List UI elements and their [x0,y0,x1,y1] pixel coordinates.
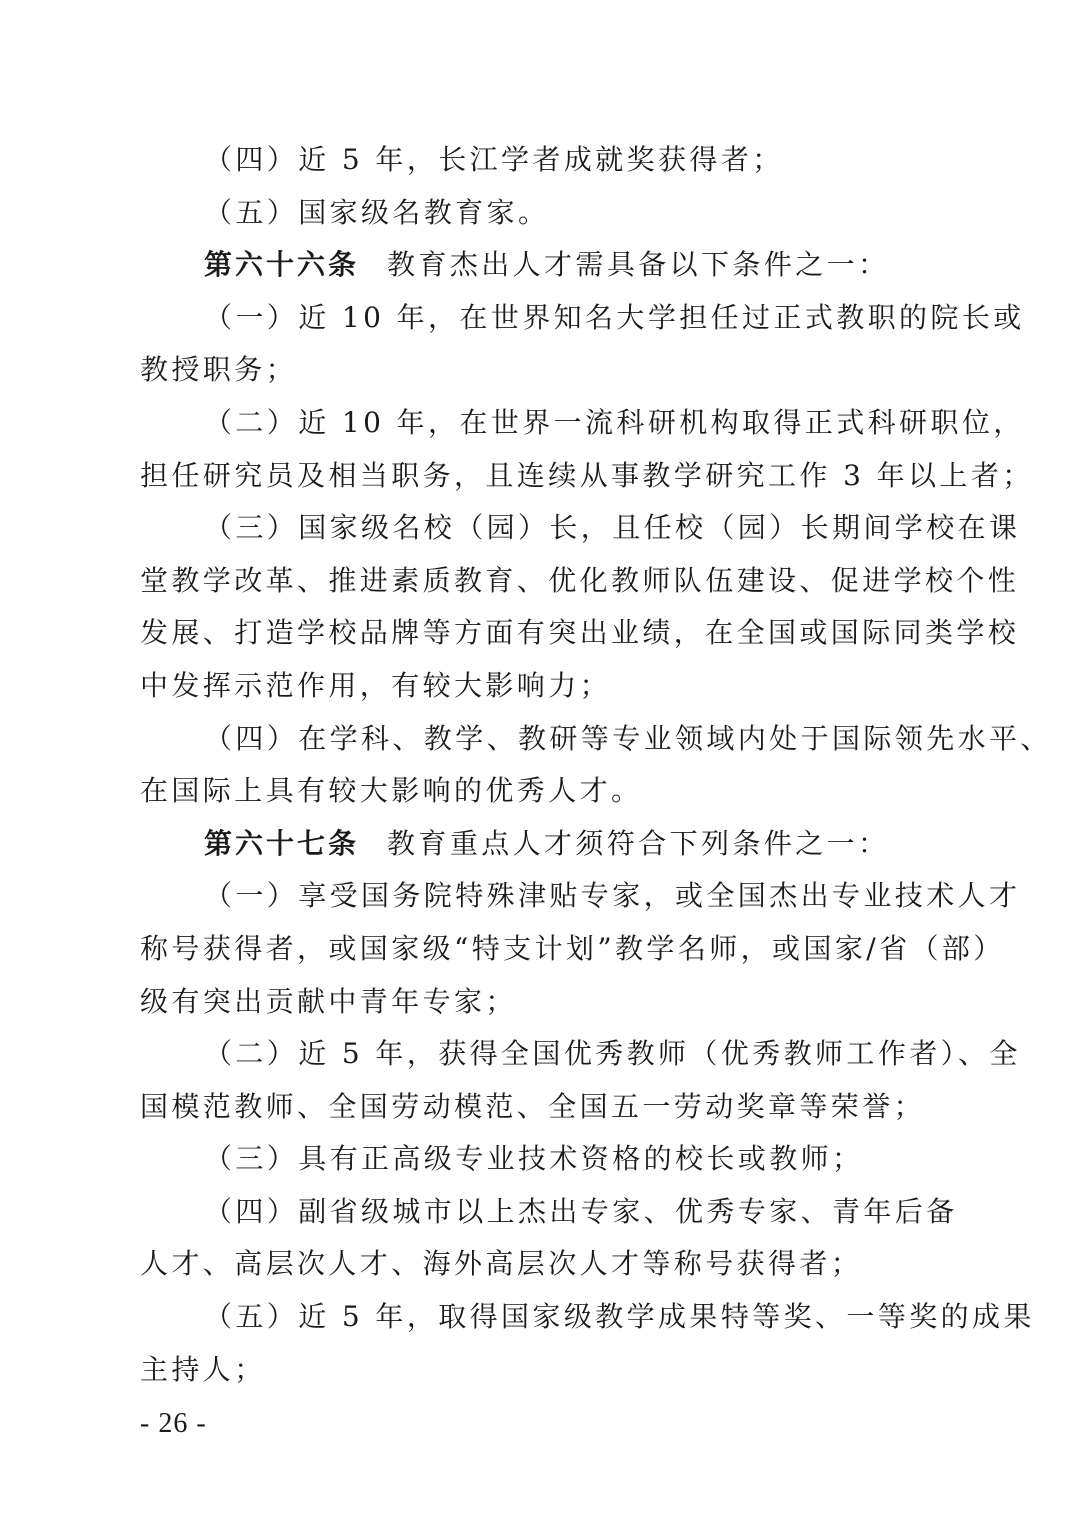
page-number: - 26 - [140,1408,207,1439]
body-text [140,134,1052,1396]
article-heading-67 [140,818,942,871]
article-text: 教育重点人才须符合下列条件之一： [387,826,890,860]
clause-continuation: 发展、打造学校品牌等方面有突出业绩，在全国或国际同类学校 [140,616,1020,650]
clause-line: （二）近 10 年，在世界一流科研机构取得正式科研职位， [204,405,1025,439]
clause-continuation: 担任研究员及相当职务，且连续从事教学研究工作 3 年以上者； [140,458,1034,492]
article-label: 第六十六条 [204,248,360,282]
clause-continuation: 堂教学改革、推进素质教育、优化教师队伍建设、促进学校个性 [140,563,1020,597]
clause-line: （二）近 5 年，获得全国优秀教师（优秀教师工作者）、全 [204,1037,1021,1071]
clause-continuation: 国模范教师、全国劳动模范、全国五一劳动奖章等荣誉； [140,1089,926,1123]
clause-continuation: 中发挥示范作用，有较大影响力； [140,668,612,702]
clause-line: （三）国家级名校（园）长，且任校（园）长期间学校在课 [204,511,1021,545]
clause-continuation: 级有突出贡献中青年专家； [140,984,517,1018]
clause-continuation: 主持人； [140,1352,266,1386]
clause-line: （一）享受国务院特殊津贴专家，或全国杰出专业技术人才 [204,879,1021,913]
clause-line: （三）具有正高级专业技术资格的校长或教师； [204,1142,864,1176]
clause-continuation: 人才、高层次人才、海外高层次人才等称号获得者； [140,1247,863,1281]
clause-line: （四）近 5 年，长江学者成就奖获得者； [204,143,784,176]
clause-line: （四）副省级城市以上杰出专家、优秀专家、青年后备 [204,1194,958,1228]
clause-line: （五）国家级名教育家。 [204,195,550,229]
clause-line: （五）近 5 年，取得国家级教学成果特等奖、一等奖的成果 [204,1300,1035,1334]
clause-line: （四）在学科、教学、教研等专业领域内处于国际领先水平、 [204,721,1052,755]
clause-continuation: 在国际上具有较大影响的优秀人才。 [140,774,643,808]
article-text: 教育杰出人才需具备以下条件之一： [387,248,890,282]
article-heading-66 [140,239,942,292]
article-label: 第六十七条 [204,826,360,860]
clause-continuation: 称号获得者，或国家级“特支计划”教学名师，或国家/省（部） [140,931,1005,965]
clause-line: （一）近 10 年，在世界知名大学担任过正式教职的院长或 [204,300,1025,334]
clause-continuation: 教授职务； [140,353,298,387]
